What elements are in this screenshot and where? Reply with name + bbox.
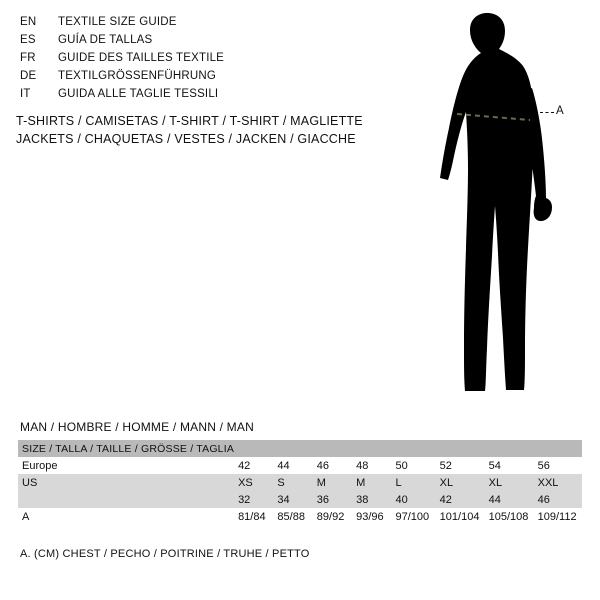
table-row bbox=[18, 474, 582, 491]
table-header-row bbox=[18, 440, 582, 457]
language-title: TEXTILE SIZE GUIDE bbox=[58, 16, 177, 28]
language-code: IT bbox=[20, 88, 31, 100]
table-row bbox=[18, 508, 582, 525]
table-row bbox=[18, 491, 582, 508]
table-cell: 93/96 bbox=[352, 508, 391, 525]
table-cell: 109/112 bbox=[534, 508, 582, 525]
row-label: US bbox=[18, 474, 234, 491]
table-header-cell bbox=[436, 440, 485, 457]
measure-label-a: A bbox=[556, 105, 565, 117]
language-row bbox=[20, 88, 380, 106]
language-row bbox=[20, 16, 380, 34]
body-shape bbox=[440, 13, 534, 391]
table-cell: 40 bbox=[392, 491, 436, 508]
table-cell: 44 bbox=[273, 457, 312, 474]
row-label bbox=[18, 491, 234, 508]
table-header-cell bbox=[392, 440, 436, 457]
table-cell: 38 bbox=[352, 491, 391, 508]
measure-leader-line bbox=[540, 112, 554, 113]
size-table bbox=[18, 440, 582, 525]
table-cell: 81/84 bbox=[234, 508, 273, 525]
table-cell: XL bbox=[485, 474, 534, 491]
table-cell: 48 bbox=[352, 457, 391, 474]
table-cell: 97/100 bbox=[392, 508, 436, 525]
table-title-man: MAN / HOMBRE / HOMME / MANN / MAN bbox=[20, 420, 254, 434]
table-cell: 42 bbox=[436, 491, 485, 508]
category-jackets: JACKETS / CHAQUETAS / VESTES / JACKEN / GIACCHE bbox=[16, 132, 356, 146]
table-cell: M bbox=[313, 474, 352, 491]
table-cell: 42 bbox=[234, 457, 273, 474]
row-label: A bbox=[18, 508, 234, 525]
table-cell: 44 bbox=[485, 491, 534, 508]
language-title: GUIDA ALLE TAGLIE TESSILI bbox=[58, 88, 219, 100]
language-code: ES bbox=[20, 34, 36, 46]
table-cell: XXL bbox=[534, 474, 582, 491]
category-tshirts: T-SHIRTS / CAMISETAS / T-SHIRT / T-SHIRT / MAGLIETTE bbox=[16, 114, 363, 128]
language-title: TEXTILGRÖSSENFÜHRUNG bbox=[58, 70, 216, 82]
table-cell: 54 bbox=[485, 457, 534, 474]
language-row bbox=[20, 70, 380, 88]
language-code: FR bbox=[20, 52, 36, 64]
table-cell: 85/88 bbox=[273, 508, 312, 525]
table-cell: S bbox=[273, 474, 312, 491]
table-cell: 46 bbox=[313, 457, 352, 474]
silhouette-svg bbox=[395, 8, 595, 408]
table-cell: 56 bbox=[534, 457, 582, 474]
row-label: Europe bbox=[18, 457, 234, 474]
table-footnote: A. (CM) CHEST / PECHO / POITRINE / TRUHE / PETTO bbox=[20, 548, 310, 560]
table-cell: 50 bbox=[392, 457, 436, 474]
table-header-cell bbox=[234, 440, 273, 457]
language-code: EN bbox=[20, 16, 37, 28]
table-header-cell bbox=[485, 440, 534, 457]
table-header-cell bbox=[313, 440, 352, 457]
language-row bbox=[20, 52, 380, 70]
language-title: GUIDE DES TAILLES TEXTILE bbox=[58, 52, 225, 64]
table-row bbox=[18, 457, 582, 474]
table-cell: 32 bbox=[234, 491, 273, 508]
table-cell: 89/92 bbox=[313, 508, 352, 525]
table-cell: 34 bbox=[273, 491, 312, 508]
table-header-cell bbox=[352, 440, 391, 457]
table-cell: 36 bbox=[313, 491, 352, 508]
table-cell: M bbox=[352, 474, 391, 491]
language-code: DE bbox=[20, 70, 37, 82]
table-header-cell: SIZE / TALLA / TAILLE / GRÖSSE / TAGLIA bbox=[18, 440, 234, 457]
table-cell: 52 bbox=[436, 457, 485, 474]
table-cell: XL bbox=[436, 474, 485, 491]
language-row bbox=[20, 34, 380, 52]
table-cell: XS bbox=[234, 474, 273, 491]
table-header-cell bbox=[273, 440, 312, 457]
table-cell: 46 bbox=[534, 491, 582, 508]
male-silhouette-illustration bbox=[395, 8, 595, 408]
garment-categories bbox=[16, 112, 436, 148]
table-cell: L bbox=[392, 474, 436, 491]
language-title: GUÍA DE TALLAS bbox=[58, 34, 153, 46]
table-header-cell bbox=[534, 440, 582, 457]
table-cell: 105/108 bbox=[485, 508, 534, 525]
table-cell: 101/104 bbox=[436, 508, 485, 525]
language-legend bbox=[20, 16, 380, 106]
